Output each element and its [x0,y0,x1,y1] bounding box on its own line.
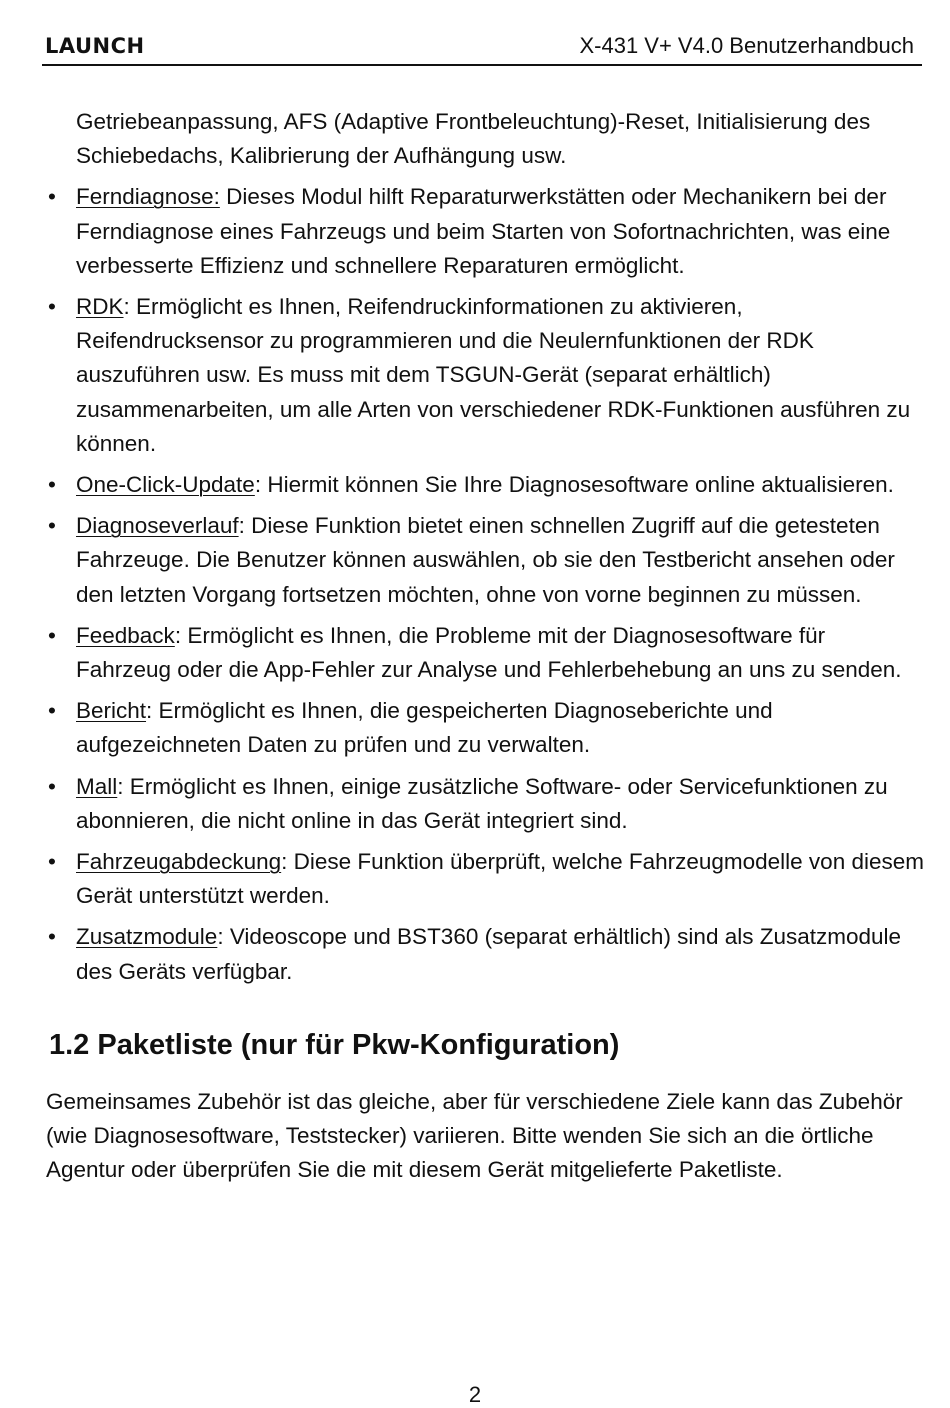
section-heading: 1.2 Paketliste (nur für Pkw-Konfiguration) [49,1028,620,1061]
description-feedback: : Ermöglicht es Ihnen, die Probleme mit der Diagnosesoftware für Fahrzeug oder die App-Fehler zur Analyse und Fehlerbehebung an uns zu senden. [76,622,902,683]
bullet-icon: • [48,698,56,724]
list-item-diagnoseverlauf [46,509,926,612]
term-mall: Mall [76,773,118,799]
bullet-icon: • [48,622,56,648]
list-item-one-click-update [46,468,926,502]
bullet-icon: • [48,513,56,539]
list-item-ferndiagnose [46,180,926,283]
term-one-click-update: One-Click-Update [76,472,255,498]
description-rdk: : Ermöglicht es Ihnen, Reifendruckinformationen zu aktivieren, Reifendrucksensor zu programmieren und die Neulernfunktionen der RDK auszuführen usw. Es muss mit dem TSGUN-Gerät (separat erhältlich) zusammenarbeiten, um alle Arten von verschiedener RDK-Funktionen ausführen zu können. [76,294,911,456]
bullet-icon: • [48,849,56,875]
description-diagnoseverlauf: : Diese Funktion bietet einen schnellen Zugriff auf die getesteten Fahrzeuge. Die Benutzer können auswählen, ob sie den Testbericht ansehen oder den letzten Vorgang fortsetzen möchten, ohne von vorne beginnen zu müssen. [76,513,895,607]
bullet-icon: • [48,184,56,210]
term-diagnoseverlauf: Diagnoseverlauf [76,513,239,539]
feature-list [46,180,926,988]
description-bericht: : Ermöglicht es Ihnen, die gespeicherten Diagnoseberichte und aufgezeichneten Daten zu prüfen und zu verwalten. [76,698,773,758]
description-fahrzeugabdeckung: : Diese Funktion überprüft, welche Fahrzeugmodelle von diesem Gerät unterstützt werden. [76,849,924,909]
list-item-rdk [46,290,926,461]
term-fahrzeugabdeckung: Fahrzeugabdeckung [76,849,282,875]
term-feedback: Feedback [76,622,175,648]
brand-logo: LAUNCH [45,34,145,58]
bullet-icon: • [48,294,56,320]
document-title: X-431 V+ V4.0 Benutzerhandbuch [579,33,914,58]
bullet-icon: • [48,773,56,799]
continued-paragraph: Getriebeanpassung, AFS (Adaptive Frontbeleuchtung)-Reset, Initialisierung des Schiebedachs, Kalibrierung der Aufhängung usw. [76,109,871,169]
section-paragraph: Gemeinsames Zubehör ist das gleiche, aber für verschiedene Ziele kann das Zubehör (wie Diagnosesoftware, Teststecker) variieren. Bitte wenden Sie sich an die örtliche Agentur oder überprüfen Sie die mit diesem Gerät mitgelieferte Paketliste. [46,1088,903,1183]
description-mall: : Ermöglicht es Ihnen, einige zusätzliche Software- oder Servicefunktionen zu abonnieren, die nicht online in das Gerät integriert sind. [76,773,888,833]
list-item-feedback [46,619,926,687]
term-rdk: RDK [76,294,124,320]
main-content [46,105,926,1187]
list-item-zusatzmodule [46,920,926,988]
page-header [42,30,922,66]
bullet-icon: • [48,924,56,950]
list-item-fahrzeugabdeckung [46,845,926,913]
term-bericht: Bericht [76,698,147,724]
description-zusatzmodule: : Videoscope und BST360 (separat erhältlich) sind als Zusatzmodule des Geräts verfügbar. [76,924,902,984]
page-number: 2 [468,1382,482,1407]
bullet-icon: • [48,472,56,498]
term-ferndiagnose: Ferndiagnose: [76,184,220,210]
description-ferndiagnose: Dieses Modul hilft Reparaturwerkstätten oder Mechanikern bei der Ferndiagnose eines Fahrzeugs und beim Starten von Sofortnachrichten, was eine verbesserte Effizienz und schnellere Reparaturen ermöglicht. [76,184,891,278]
description-one-click-update: : Hiermit können Sie Ihre Diagnosesoftware online aktualisieren. [254,472,894,498]
list-item-bericht [46,694,926,762]
list-item-mall [46,770,926,838]
term-zusatzmodule: Zusatzmodule [76,924,218,950]
